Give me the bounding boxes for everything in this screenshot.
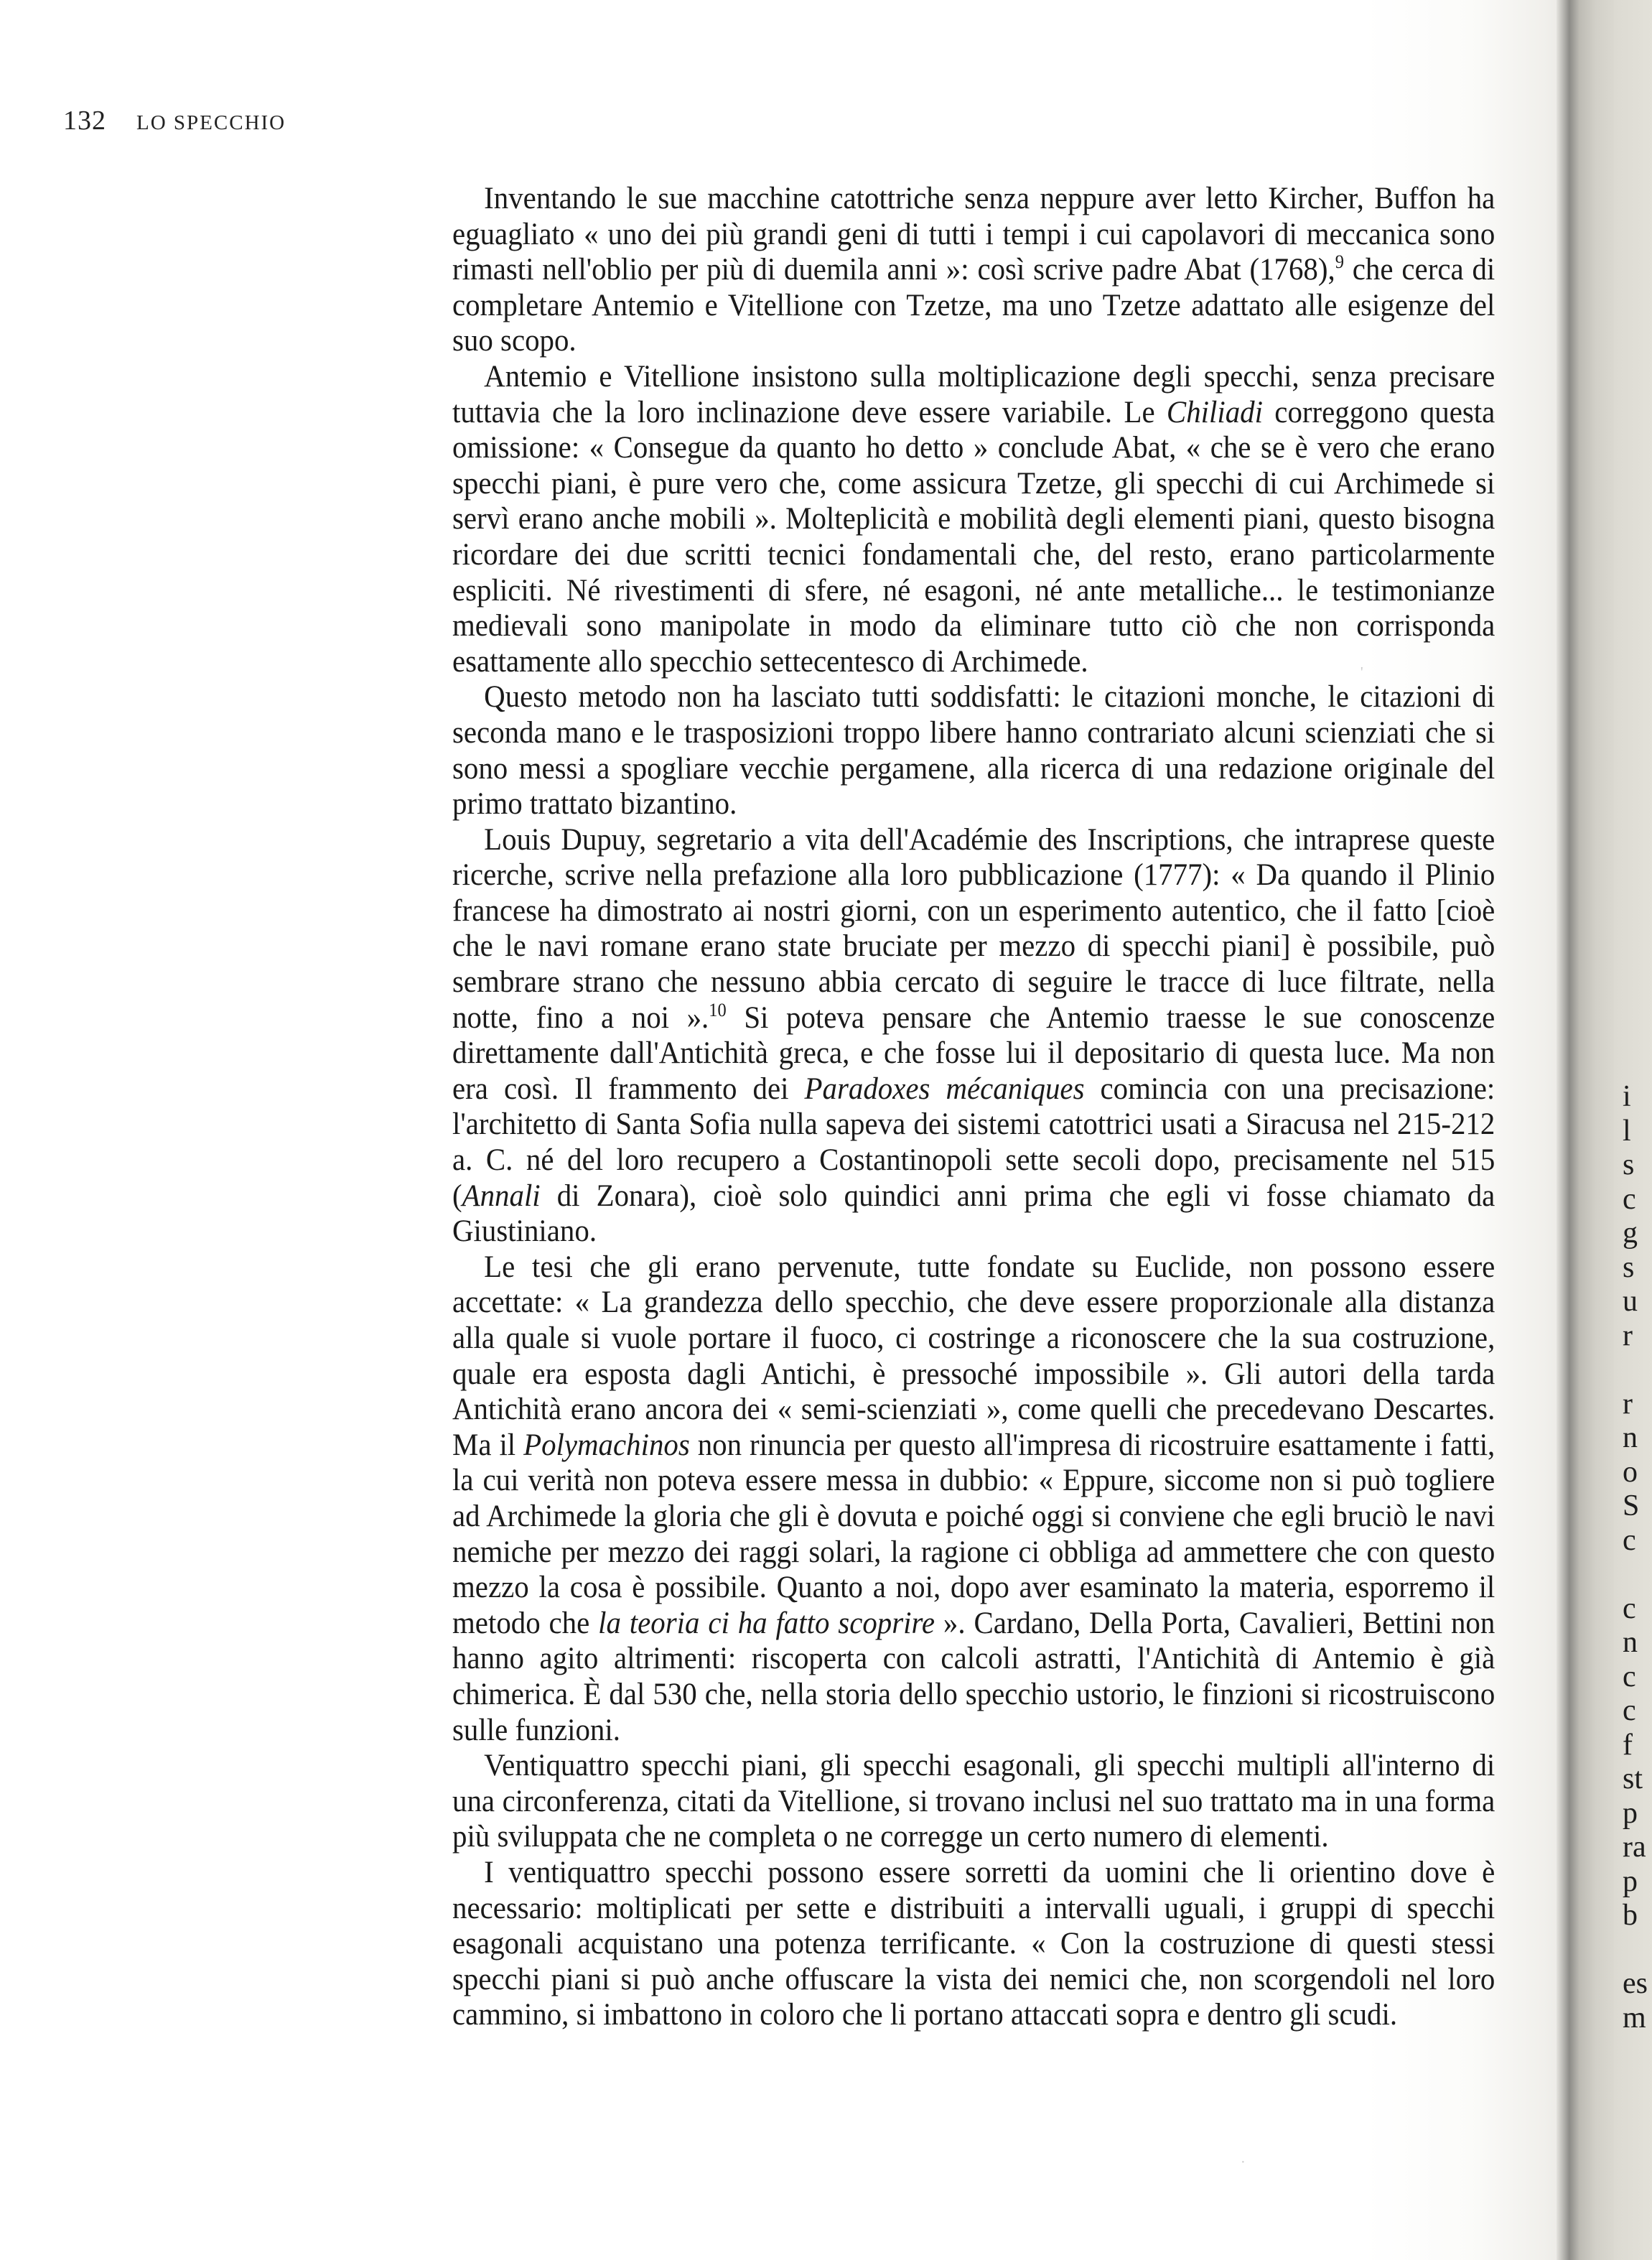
text-run: comincia con una precisazione: l'architetto di Santa Sofia nulla sapeva dei sistemi catottrici usati a Siracusa nel 215-212 a. C. né del loro recupero a Costantinopoli sette secoli dopo, precisamente nel 515 ( bbox=[452, 1071, 1495, 1213]
italic-title: Paradoxes mécaniques bbox=[804, 1071, 1085, 1106]
text-run: Si poteva pensare che Antemio traesse le sue conoscenze direttamente dall'Antichità greca, e che fosse lui il depositario di questa luce. Ma non era così. Il frammento dei bbox=[452, 1000, 1495, 1106]
text-run: correggono questa omissione: « Consegue da quanto ho detto » conclude Abat, « che se è vero che erano specchi piani, è pure vero che, come assicura Tzetze, gli specchi di cui Archimede si servì erano anche mobili ». Molteplicità e mobilità degli elementi piani, questo bisogna ricordare dei due scritti tecnici fondamentali che, del resto, erano particolarmente espliciti. Né rivestimenti di sfere, né esagoni, né ante metalliche... le testimonianze medievali sono manipolate in modo da eliminare tutto ciò che non corrisponda esattamente allo specchio settecentesco di Archimede. bbox=[452, 394, 1495, 679]
facing-page-fragment: i bbox=[1623, 1080, 1631, 1113]
facing-page-fragment: s bbox=[1623, 1148, 1635, 1181]
facing-page-fragment: es bbox=[1623, 1967, 1648, 2000]
page-number: 132 bbox=[63, 106, 106, 136]
facing-page-fragment: s bbox=[1623, 1250, 1635, 1284]
facing-page-fragment: r bbox=[1623, 1319, 1633, 1352]
facing-page-fragment: S bbox=[1623, 1489, 1640, 1522]
paragraph bbox=[452, 359, 1495, 679]
facing-page-fragment: f bbox=[1623, 1728, 1633, 1762]
scan-speck: · bbox=[1241, 2154, 1246, 2170]
paragraph bbox=[452, 822, 1495, 1250]
facing-page-fragment: n bbox=[1623, 1421, 1638, 1454]
text-run: Inventando le sue macchine catottriche senza neppure aver letto Kircher, Buffon ha eguagliato « uno dei più grandi geni di tutti i tempi i cui capolavori di meccanica sono rimasti nell'oblio per più di duemila anni »: così scrive padre Abat (1768), bbox=[452, 181, 1495, 287]
running-head bbox=[63, 105, 286, 136]
text-run: I ventiquattro specchi possono essere sorretti da uomini che li orientino dove è necessario: moltiplicati per sette e distribuiti a intervalli uguali, i gruppi di specchi esagonali acquistano una potenza terrificante. « Con la costruzione di questi stessi specchi piani si può anche offuscare la vista dei nemici che, non scorgendoli nel loro cammino, si imbattono in coloro che li portano attaccati sopra e dentro gli scudi. bbox=[452, 1854, 1495, 2032]
facing-page-fragment: u bbox=[1623, 1285, 1638, 1318]
facing-page-fragment: p bbox=[1623, 1796, 1638, 1830]
italic-title: Annali bbox=[462, 1178, 541, 1213]
text-run: Antemio e Vitellione insistono sulla moltiplicazione degli specchi, senza precisare tuttavia che la loro inclinazione deve essere variabile. Le bbox=[452, 358, 1495, 429]
facing-page-fragment: c bbox=[1623, 1523, 1636, 1557]
facing-page-fragment: g bbox=[1623, 1217, 1638, 1250]
book-gutter-shadow bbox=[1557, 0, 1614, 2260]
italic-title: Chiliadi bbox=[1166, 394, 1263, 429]
facing-page-fragment: ra bbox=[1623, 1831, 1646, 1864]
facing-page-fragment: b bbox=[1623, 1899, 1638, 1932]
scan-speck: ' bbox=[1361, 664, 1363, 680]
paragraph bbox=[452, 181, 1495, 359]
facing-page-fragment: c bbox=[1623, 1182, 1636, 1216]
paragraph bbox=[452, 679, 1495, 822]
body-text-column bbox=[452, 181, 1495, 2033]
italic-title: la teoria ci ha fatto scoprire bbox=[598, 1605, 935, 1640]
text-run: ». Cardano, Della Porta, Cavalieri, Bettini non hanno agito altrimenti: riscoperta con calcoli astratti, l'Antichità di Antemio è già chimerica. È dal 530 che, nella storia dello specchio ustorio, le finzioni si ricostruiscono sulle funzioni. bbox=[452, 1605, 1495, 1747]
text-run: Questo metodo non ha lasciato tutti soddisfatti: le citazioni monche, le citazioni di seconda mano e le trasposizioni troppo libere hanno contrariato alcuni scienziati che si sono messi a spogliare vecchie pergamene, alla ricerca di una redazione originale del primo trattato bizantino. bbox=[452, 679, 1495, 822]
facing-page-fragment: st bbox=[1623, 1762, 1643, 1795]
facing-page-fragment: c bbox=[1623, 1660, 1636, 1693]
italic-title: Polymachinos bbox=[523, 1427, 690, 1462]
text-run: Louis Dupuy, segretario a vita dell'Académie des Inscriptions, che intraprese queste ricerche, scrive nella prefazione alla loro pubblicazione (1777): « Da quando il Plinio francese ha dimostrato ai nostri giorni, con un esperimento autentico, che il fatto [cioè che le navi romane erano state bruciate per mezzo di specchi piani] è possibile, può sembrare strano che nessuno abbia cercato di seguire le tracce di luce filtrate, nella notte, fino a noi ». bbox=[452, 822, 1495, 1035]
chapter-title: LO SPECCHIO bbox=[136, 111, 286, 134]
text-run: di Zonara), cioè solo quindici anni prima che egli vi fosse chiamato da Giustiniano. bbox=[452, 1178, 1495, 1249]
facing-page-fragment: n bbox=[1623, 1626, 1638, 1659]
facing-page-fragment: r bbox=[1623, 1387, 1633, 1420]
text-run: che cerca di completare Antemio e Vitellione con Tzetze, ma uno Tzetze adattato alle esigenze del suo scopo. bbox=[452, 252, 1495, 358]
facing-page-fragment: l bbox=[1623, 1114, 1631, 1148]
paragraph bbox=[452, 1748, 1495, 1855]
footnote-reference: 10 bbox=[709, 999, 727, 1020]
text-run: Ventiquattro specchi piani, gli specchi esagonali, gli specchi multipli all'interno di una circonferenza, citati da Vitellione, si trovano inclusi nel suo trattato ma in una forma più sviluppata che ne completa o ne corregge un certo numero di elementi. bbox=[452, 1748, 1495, 1854]
facing-page-fragment: c bbox=[1623, 1591, 1636, 1625]
footnote-reference: 9 bbox=[1335, 251, 1344, 273]
text-run: non rinuncia per questo all'impresa di ricostruire esattamente i fatti, la cui verità non poteva essere messa in dubbio: « Eppure, siccome non si può togliere ad Archimede la gloria che gli è dovuta e poiché oggi si conviene che egli bruciò le navi nemiche per mezzo dei raggi solari, la ragione ci obbliga ad ammettere che con questo mezzo la cosa è possibile. Quanto a noi, dopo aver esaminato la materia, esporremo il metodo che bbox=[452, 1427, 1495, 1640]
facing-page-fragment: o bbox=[1623, 1455, 1638, 1489]
facing-page-fragment: p bbox=[1623, 1864, 1638, 1898]
facing-page-fragment: c bbox=[1623, 1694, 1636, 1727]
facing-page-fragment: m bbox=[1623, 2001, 1646, 2035]
paragraph bbox=[452, 1250, 1495, 1748]
paragraph bbox=[452, 1855, 1495, 2033]
facing-page-edge bbox=[1614, 0, 1652, 2260]
text-run: Le tesi che gli erano pervenute, tutte fondate su Euclide, non possono essere accettate: « La grandezza dello specchio, che deve essere proporzionale alla distanza alla quale si vuole portare il fuoco, ci costringe a riconoscere che la sua costruzione, quale era esposta dagli Antichi, è pressoché impossibile ». Gli autori della tarda Antichità erano ancora dei « semi-scienziati », come quelli che precedevano Descartes. Ma il bbox=[452, 1249, 1495, 1462]
